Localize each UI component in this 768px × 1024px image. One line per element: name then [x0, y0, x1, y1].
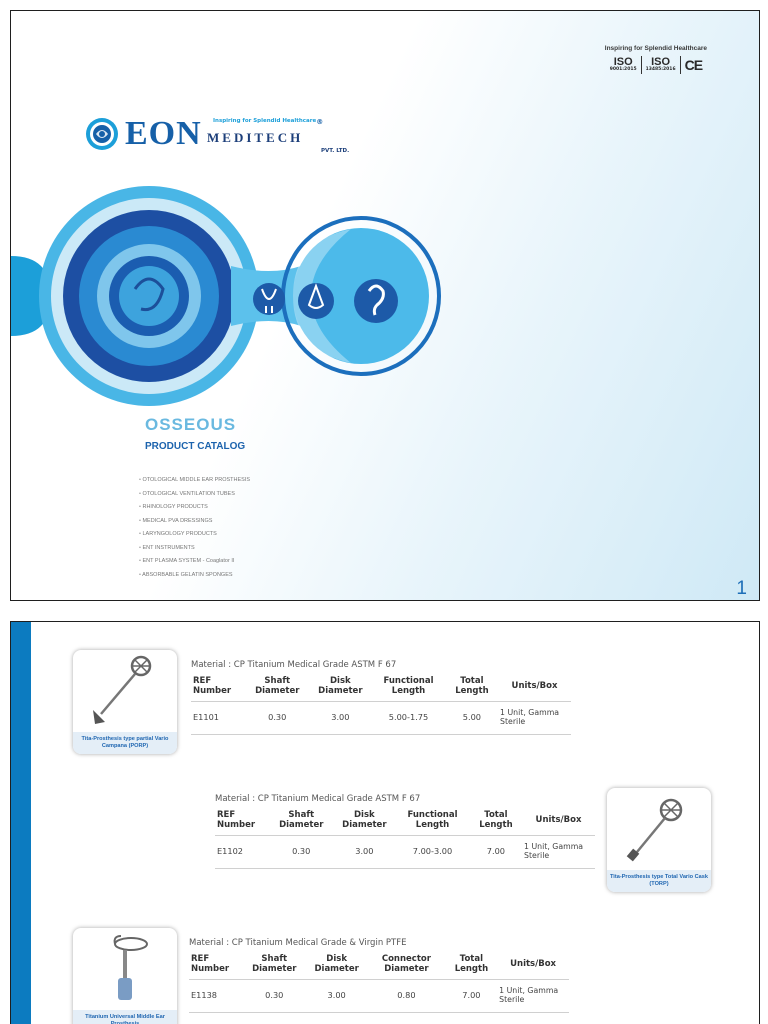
list-item: • ENT INSTRUMENTS: [139, 542, 250, 556]
product-image-card: [73, 928, 177, 1024]
table-header: Total Length: [446, 952, 498, 980]
table-header: Units/Box: [522, 808, 595, 836]
product-caption: Tita-Prosthesis type Total Vario Cask (TORP): [607, 870, 711, 892]
material-label: Material : CP Titanium Medical Grade ASTM F 67: [215, 794, 421, 804]
table-header: Disk Diameter: [334, 808, 396, 836]
company-logo: [85, 115, 350, 154]
product-spec-page: [10, 621, 760, 1024]
list-item: • OTOLOGICAL MIDDLE EAR PROSTHESIS: [139, 474, 250, 488]
iso-9001-badge: ISO 9001:2015: [609, 56, 637, 73]
list-item: • MEDICAL PVA DRESSINGS: [139, 515, 250, 529]
list-item: • ENT PLASMA SYSTEM - Coaglator II: [139, 555, 250, 569]
table-row: E1102 0.30 3.00 7.00-3.00 7.00 1 Unit, Gamma Sterile: [215, 836, 595, 869]
spec-table-block: [215, 794, 595, 869]
brand-name: EON: [125, 115, 202, 152]
page-accent-bar: [11, 622, 31, 1024]
table-header: Units/Box: [497, 952, 569, 980]
table-header: Connector Diameter: [367, 952, 445, 980]
divider: [680, 56, 681, 74]
table-header: REF Number: [191, 674, 245, 702]
brand-tagline: Inspiring for Splendid Healthcare®: [213, 118, 324, 126]
spec-table: [189, 952, 569, 1013]
list-item: • ABSORBABLE GELATIN SPONGES: [139, 569, 250, 583]
nose-icon: [298, 283, 334, 319]
product-caption: Titanium Universal Middle Ear Prosthesis: [73, 1010, 177, 1024]
brand-subname: MEDITECH: [207, 130, 304, 145]
spec-table: [215, 808, 595, 869]
table-header: Units/Box: [498, 674, 571, 702]
brand-suffix: PVT. LTD.: [321, 148, 350, 154]
divider: [641, 56, 642, 74]
table-header: REF Number: [215, 808, 269, 836]
porp-prosthesis-image: [73, 650, 177, 732]
table-header: Total Length: [446, 674, 498, 702]
material-label: Material : CP Titanium Medical Grade ASTM F 67: [191, 660, 397, 670]
list-item: • LARYNGOLOGY PRODUCTS: [139, 528, 250, 542]
list-item: • RHINOLOGY PRODUCTS: [139, 501, 250, 515]
certification-block: [605, 45, 707, 74]
list-item: • OTOLOGICAL VENTILATION TUBES: [139, 488, 250, 502]
table-header: Shaft Diameter: [245, 674, 310, 702]
hero-graphic: [11, 181, 451, 411]
table-header: Functional Length: [395, 808, 470, 836]
spec-table: [191, 674, 571, 735]
spec-table-block: [189, 938, 569, 1013]
torp-prosthesis-image: [607, 788, 711, 870]
spec-table-block: [191, 660, 571, 735]
certification-tagline: Inspiring for Splendid Healthcare: [604, 45, 707, 52]
page-number: 1: [736, 578, 747, 599]
eon-logo-icon: [85, 117, 119, 151]
catalog-subtitle: PRODUCT CATALOG: [145, 441, 246, 452]
ear-icon: [354, 279, 398, 323]
iso-13485-badge: ISO 13485:2016: [645, 56, 676, 73]
table-header: Functional Length: [371, 674, 446, 702]
table-header: REF Number: [189, 952, 242, 980]
material-label: Material : CP Titanium Medical Grade & Virgin PTFE: [189, 938, 407, 948]
product-image-card: [607, 788, 711, 892]
table-header: Disk Diameter: [310, 674, 372, 702]
table-header: Disk Diameter: [306, 952, 367, 980]
catalog-title: OSSEOUS: [145, 415, 237, 434]
ce-mark: CE: [684, 57, 703, 73]
table-row: E1101 0.30 3.00 5.00-1.75 5.00 1 Unit, Gamma Sterile: [191, 702, 571, 735]
throat-icon: [253, 283, 285, 315]
product-caption: Tita-Prosthesis type partial Vario Campana (PORP): [73, 732, 177, 754]
table-header: Shaft Diameter: [242, 952, 306, 980]
product-image-card: [73, 650, 177, 754]
table-header: Total Length: [470, 808, 522, 836]
table-header: Shaft Diameter: [269, 808, 334, 836]
universal-prosthesis-image: [73, 928, 177, 1010]
catalog-cover-page: [10, 10, 760, 601]
table-row: E1138 0.30 3.00 0.80 7.00 1 Unit, Gamma Sterile: [189, 980, 569, 1013]
product-category-list: [139, 474, 250, 582]
